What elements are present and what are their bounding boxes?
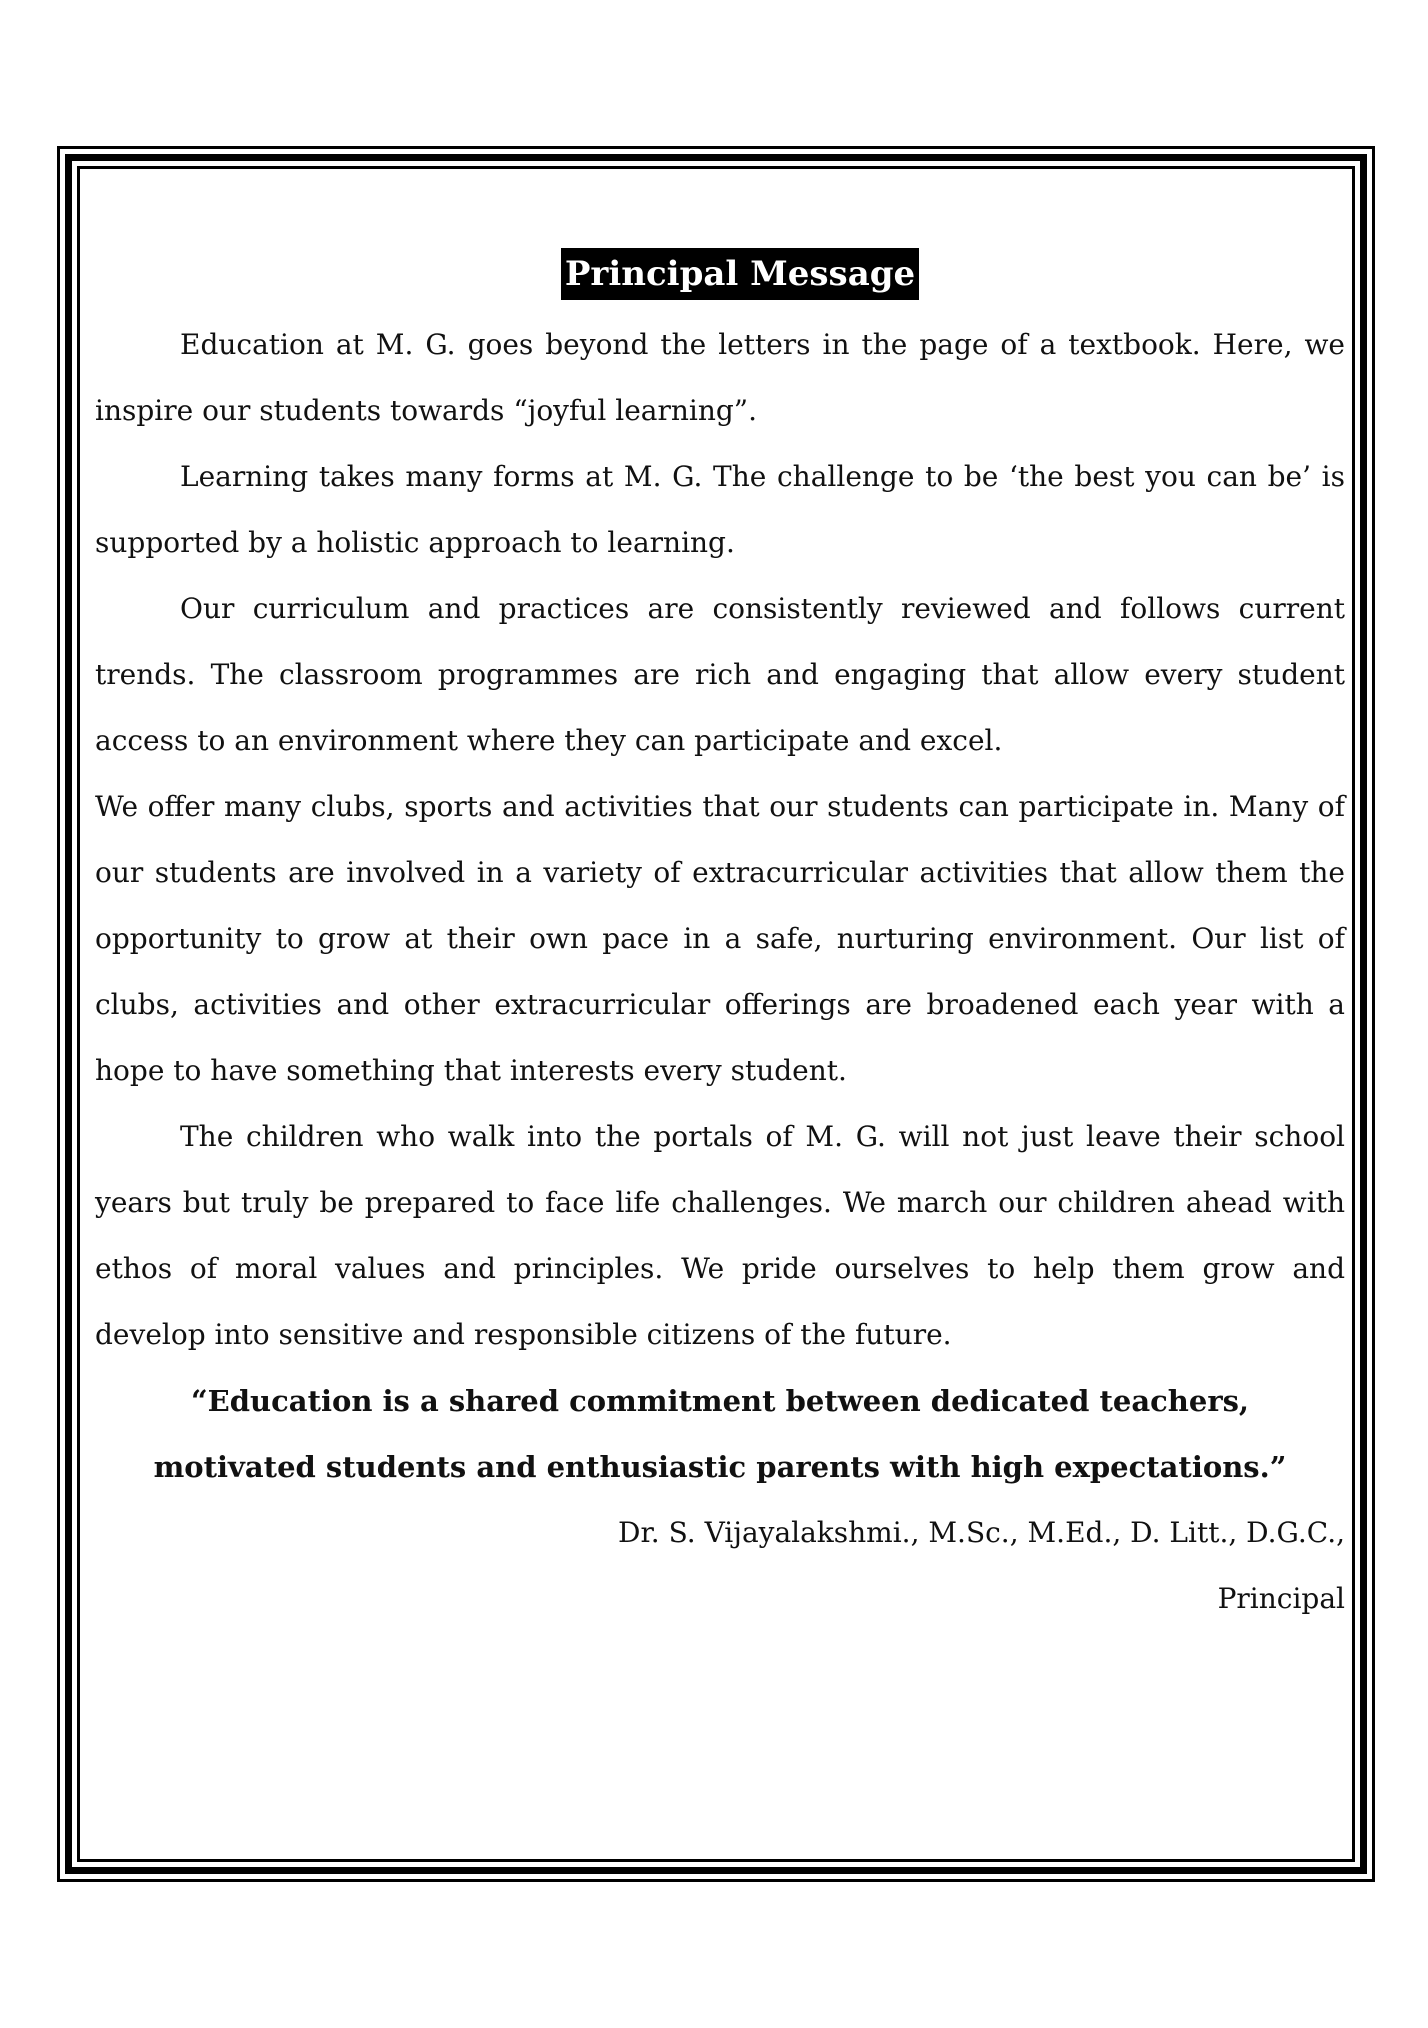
paragraph-activities: We offer many clubs, sports and activities that our students can participate in. Many of our students are involved in a variety of extracurricular activities that allow them the opportunity to grow at their own pace in a safe, nurturing environment. Our list of clubs, activities and other extracurricular offerings are broadened each year with a hope to have something that interests every student.	[95, 790, 1345, 1087]
title-container	[135, 248, 1345, 312]
quote-line-1: “Education is a shared commitment between dedicated teachers,	[190, 1384, 1250, 1418]
signature-name: Dr. S. Vijayalakshmi., M.Sc., M.Ed., D. Litt., D.G.C.,	[618, 1516, 1345, 1549]
quote-line-2: motivated students and enthusiastic parents with high expectations.”	[153, 1450, 1287, 1484]
paragraph-learning: Learning takes many forms at M. G. The challenge to be ‘the best you can be’ is supported by a holistic approach to learning.	[95, 460, 1345, 559]
paragraph-curriculum: Our curriculum and practices are consistently reviewed and follows current trends. The classroom programmes are rich and engaging that allow every student access to an environment where they can participate and excel.	[95, 592, 1345, 757]
page-title: Principal Message	[561, 248, 919, 300]
paragraph-children: The children who walk into the portals of M. G. will not just leave their school years but truly be prepared to face life challenges. We march our children ahead with ethos of moral values and principles. We pride ourselves to help them grow and develop into sensitive and responsible citizens of the future.	[95, 1120, 1345, 1351]
paragraph-education: Education at M. G. goes beyond the letters in the page of a textbook. Here, we inspire our students towards “joyful learning”.	[95, 328, 1345, 427]
message-content	[95, 248, 1345, 1632]
signature-designation: Principal	[1217, 1582, 1345, 1615]
